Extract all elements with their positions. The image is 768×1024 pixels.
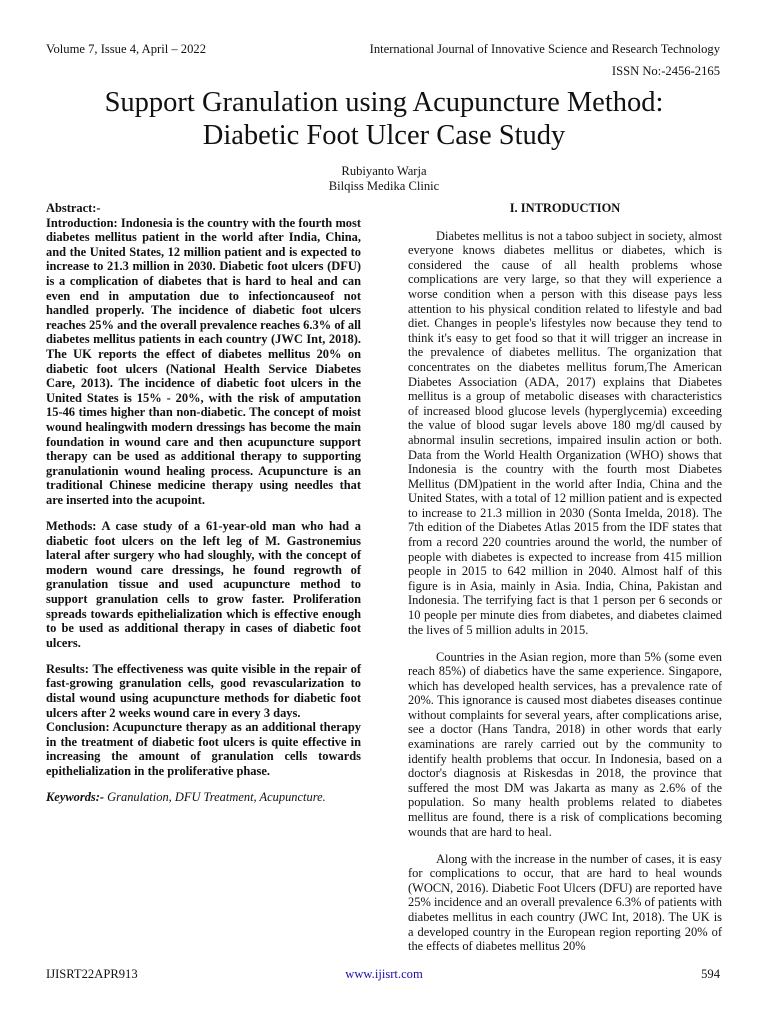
abstract-introduction: Introduction: Indonesia is the country with the fourth most diabetes mellitus patient in the world after India, China, and the United States, 12 million patient and is expected to increase to 21.3 million in 2030. Diabetic foot ulcers (DFU) is a complication of diabetes that is hard to heal and can even end in amputation due to infectioncauseof not handled properly. The incidence of diabetic foot ulcers reaches 25% and the overall prevalence reaches 6.3% of all diabetes mellitus patients in each country (JWC Int, 2018). The UK reports the effect of diabetes mellitus 20% on diabetic foot ulcers (National Health Service Diabetes Care, 2013). The incidence of diabetic foot ulcers in the United States is 15% - 20%, with the risk of amputation 15-46 times higher than non-diabetic. The concept of moist wound healingwith modern dressings has become the main foundation in wound care and then acupuncture support therapy can be used as additional therapy to supporting granulationin wound healing process. Acupuncture is an traditional Chinese medicine therapy using needles that are inserted into the acupoint.	[46, 215, 361, 507]
introduction-paragraph-2: Countries in the Asian region, more than 5% (some even reach 85%) of diabetics have the same experience. Singapore, which has developed health services, has a prevalence rate of 20%. This ignorance is caused most diabetes diseases continue without complaints for several years, after complications arise, see a doctor (Hans Tandra, 2018) in other words that early examinations are rarely carried out by the community to identify health problems that occur. In Indonesia, based on a doctor's diagnosis at Riskesdas in 2018, the province that suffered the most DM was Jakarta as many as 2.6% of the population. So many health problems related to diabetes mellitus are found, there is a risk of complications becoming wounds that are hard to heal.	[408, 649, 722, 839]
title-line-2: Diabetic Foot Ulcer Case Study	[202, 120, 566, 151]
introduction-paragraph-1: Diabetes mellitus is not a taboo subject in society, almost everyone knows diabetes mellitus or diabetes, which is considered the cause of all health problems whose complications are very large, so that they will experience a worse condition when a person with this disease pays less attention to his physical condition related to lifestyle and bad diet. Changes in people's lifestyles now because they tend to think it's easy to get food so that it will trigger an increase in the prevalence of diabetes mellitus. The organization that concentrates on the diabetes mellitus forum,The American Diabetes Association (ADA, 2017) explains that Diabetes mellitus is a group of metabolic diseases with characteristics of increased blood glucose levels (hyperglycemia) exceeding the value of blood sugar levels above 180 mg/dl caused by abnormal insulin secretions, impaired insulin action or both. Data from the World Health Organization (WHO) shows that Indonesia is the country with the fourth most Diabetes Mellitus (DM)patient in the world after India, China and the United States, with a total of 12 million patient and is expected to increase to 21.3 million in 2030 (Sonta Imelda, 2018). The 7th edition of the Diabetes Atlas 2015 from the IDF states that from a record 220 countries around the world, the number of people with diabetes is expected to increase from 415 million people in 2015 to 642 million in 2040. Almost half of this figure is in Asia, mainly in Asia. India, China, Pakistan and Indonesia. The terrifying fact is that 1 person per 6 seconds or 10 people per minute dies from diabetes, and diabetes claimed the lives of 5 million adults in 2015.	[408, 228, 722, 637]
page-number: 594	[701, 967, 720, 981]
abstract-label: Abstract:-	[46, 201, 101, 215]
abstract-methods: Methods: A case study of a 61-year-old man who had a diabetic foot ulcers on the left leg of M. Gastronemius lateral after surgery who had sloughly, with the concept of modern wound care dressings, he found regrowth of granulation tissue and used acupuncture method to support granulation cells to grow faster. Proliferation spreads towards epithelialization which is effective enough to be used as additional therapy in cases of diabetic foot ulcers.	[46, 518, 361, 650]
keywords	[46, 790, 361, 805]
author-name: Rubiyanto Warja	[341, 164, 427, 178]
abstract-conclusion: Conclusion: Acupuncture therapy as an additional therapy in the treatment of diabetic foot ulcers is quite effective in increasing the amount of granulation cells towards epithelialization in the proliferative phase.	[46, 720, 361, 778]
issn: ISSN No:-2456-2165	[611, 64, 720, 78]
author-affiliation: Bilqiss Medika Clinic	[328, 179, 440, 193]
introduction-heading: I. INTRODUCTION	[509, 201, 621, 215]
introduction-column	[408, 201, 722, 966]
paper-title	[40, 86, 728, 152]
paper-code: IJISRT22APR913	[46, 967, 138, 981]
author-block	[0, 164, 768, 194]
introduction-paragraph-3: Along with the increase in the number of cases, it is easy for complications to occur, that are hard to heal wounds (WOCN, 2016). Diabetic Foot Ulcers (DFU) are reported have 25% incidence and an overall prevalence 6.3% of patients with diabetes mellitus in each country (JWC Int, 2018). The UK is a developed country in the European region reporting 20% of the effects of diabetes mellitus 20%	[408, 851, 722, 954]
volume-issue: Volume 7, Issue 4, April – 2022	[46, 42, 206, 56]
keywords-text: Granulation, DFU Treatment, Acupuncture.	[104, 790, 326, 805]
journal-website-link[interactable]: www.ijisrt.com	[345, 967, 423, 981]
keywords-label: Keywords:-	[46, 790, 105, 805]
journal-name: International Journal of Innovative Science and Research Technology	[369, 42, 720, 56]
abstract-results: Results: The effectiveness was quite visible in the repair of fast-growing granulation cells, good revascularization to distal wound using acupuncture methods for diabetic foot ulcers after 2 weeks wound care in every 3 days.	[46, 661, 361, 720]
abstract-column	[46, 201, 361, 805]
title-line-1: Support Granulation using Acupuncture Method:	[104, 87, 664, 118]
